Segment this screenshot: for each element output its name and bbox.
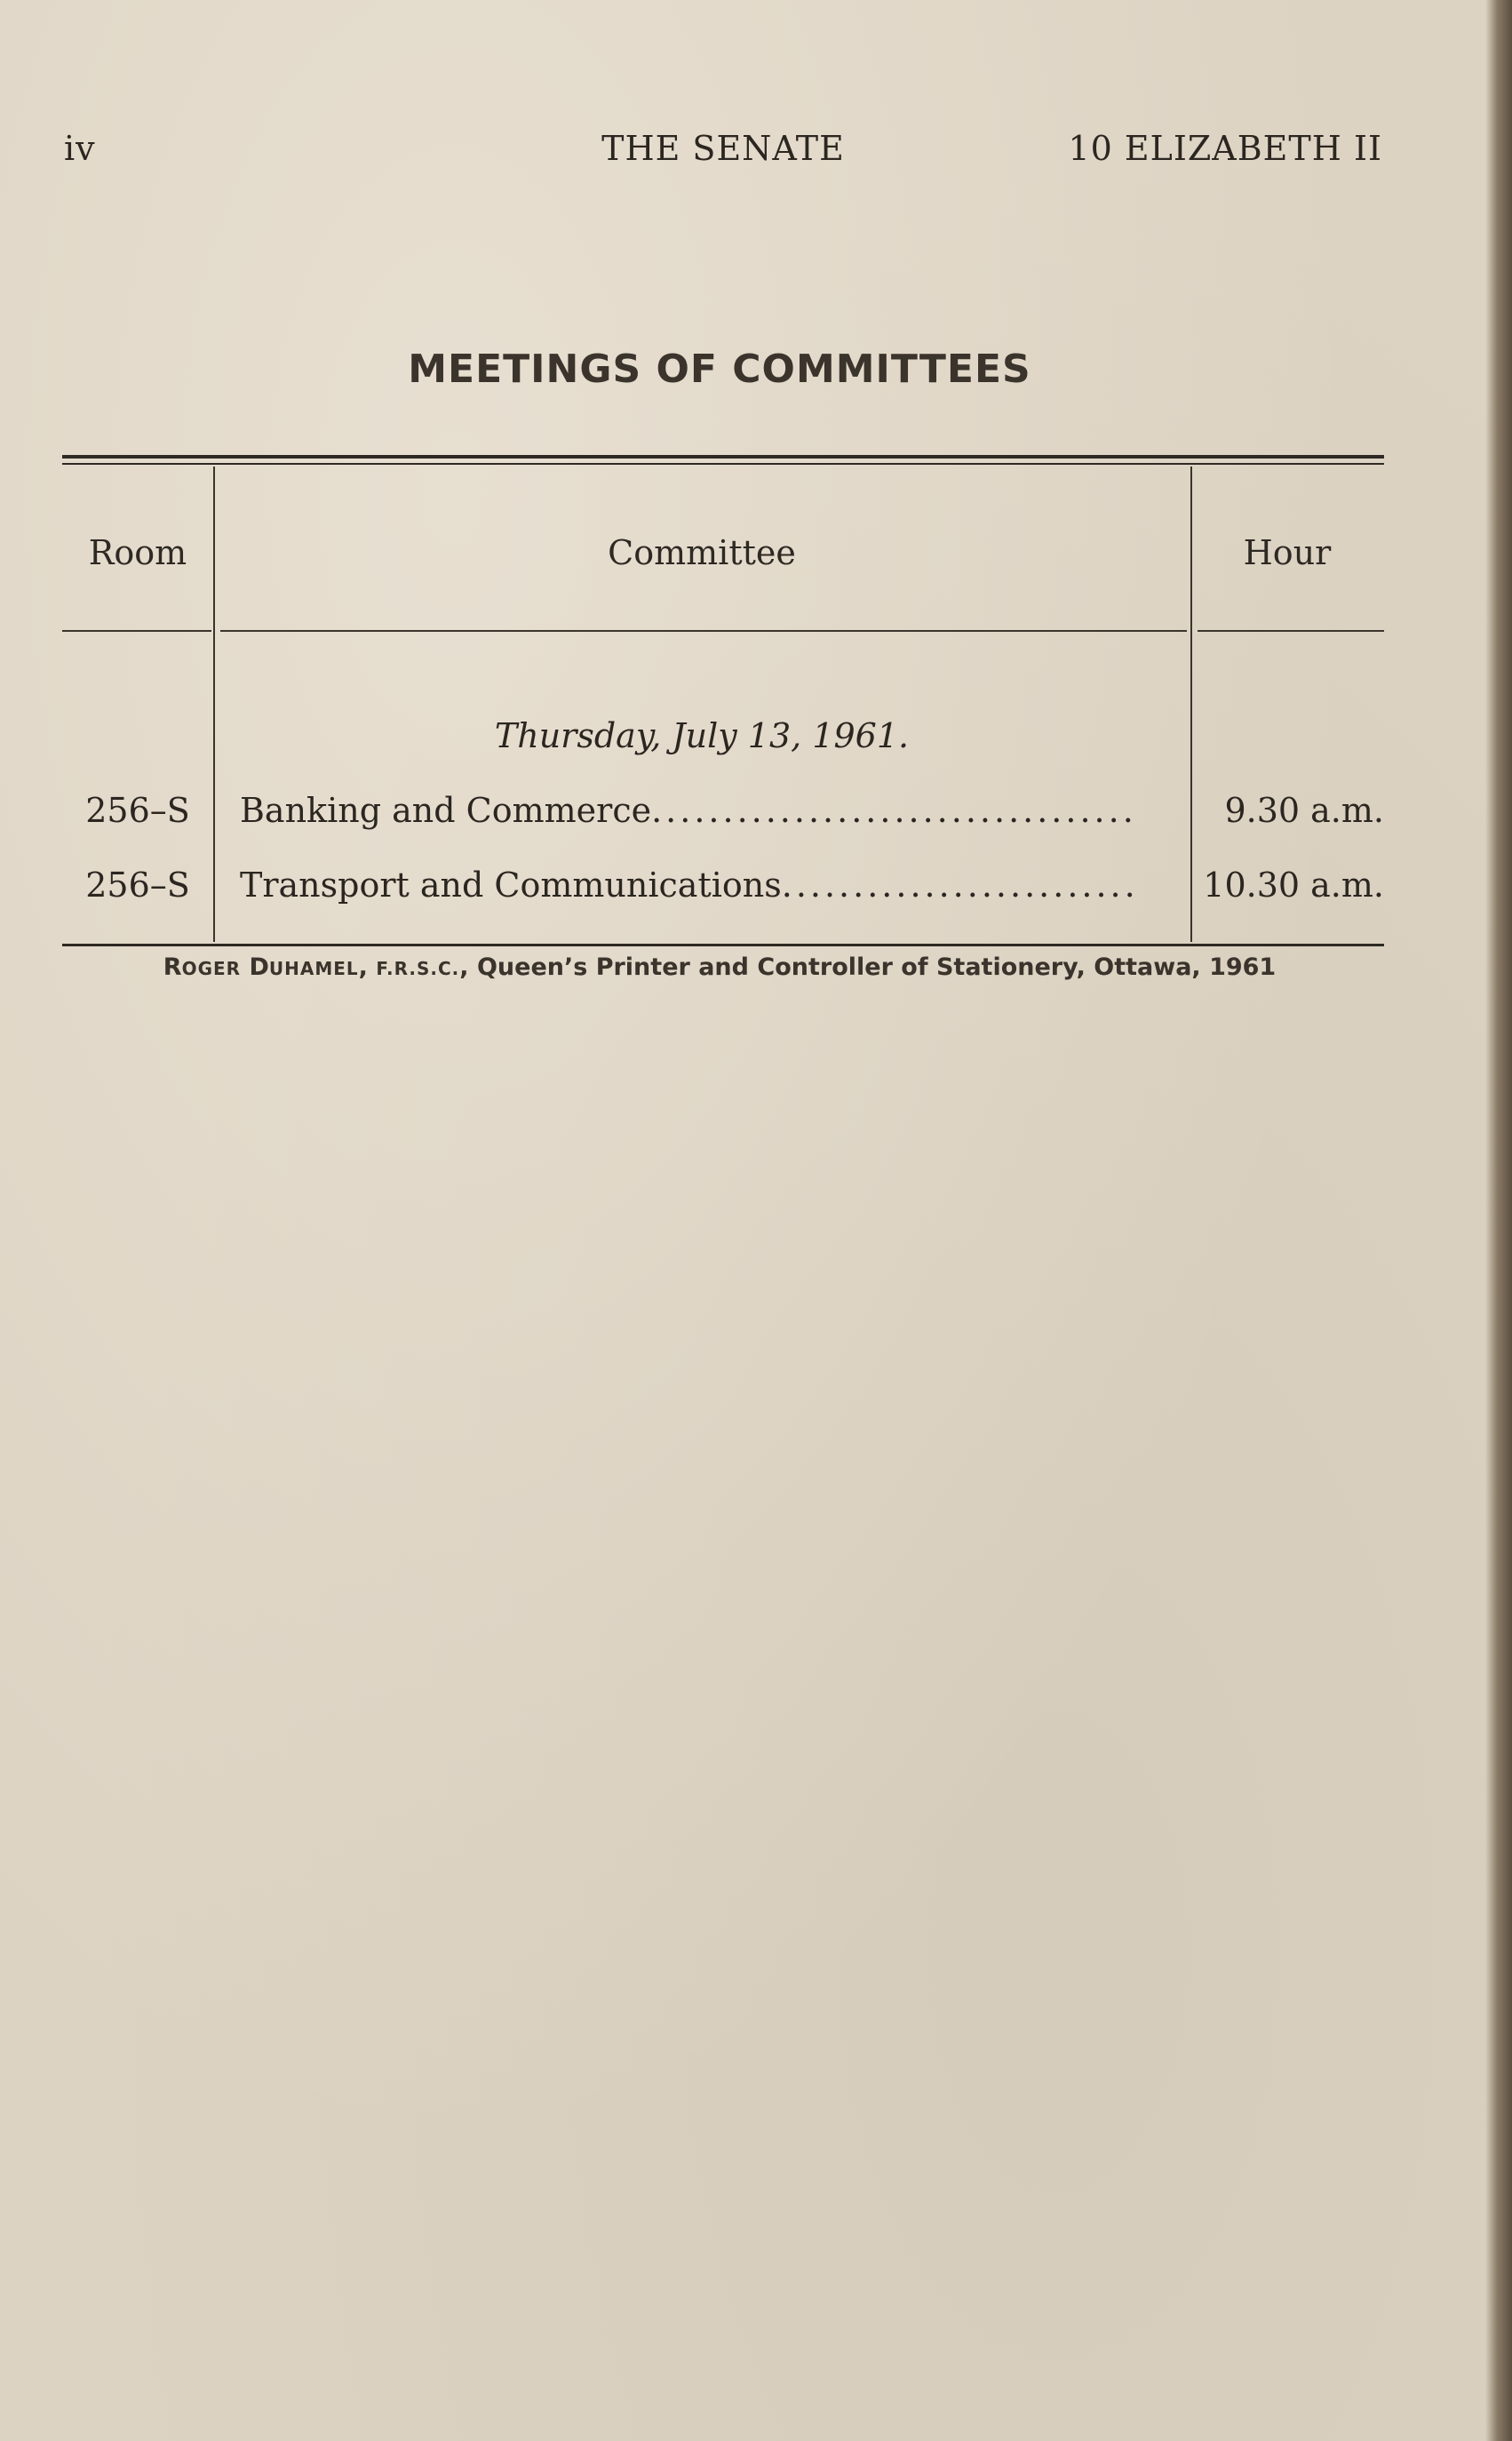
hour-cell: 9.30 a.m.	[1224, 791, 1384, 830]
room-cell: 256–S	[85, 866, 190, 905]
table-top-rule-thin	[62, 463, 1384, 465]
imprint-initial: R	[163, 953, 182, 981]
header-rule-room	[62, 630, 211, 632]
imprint-name-rest: UHAMEL	[268, 958, 359, 979]
header-rule-hour	[1198, 630, 1384, 632]
page-title: MEETINGS OF COMMITTEES	[408, 347, 1031, 392]
committee-cell	[240, 791, 1235, 830]
imprint-initial: D	[249, 953, 269, 981]
running-head-regnal-year: 10 ELIZABETH II	[1068, 129, 1382, 168]
imprint-name-rest: OGER	[181, 958, 242, 979]
committee-name: Transport and Communications	[240, 866, 782, 905]
hour-cell: 10.30 a.m.	[1203, 866, 1384, 905]
committee-name: Banking and Commerce	[240, 791, 652, 830]
running-head-title: THE SENATE	[601, 129, 845, 168]
page-number: iv	[64, 129, 96, 168]
imprint-text: Queen’s Printer and Controller of Stationery, Ottawa, 1961	[476, 953, 1277, 981]
imprint-honorific: F.R.S.C.	[376, 958, 460, 979]
committee-cell	[240, 866, 1235, 905]
table-bottom-rule	[62, 944, 1384, 946]
dot-leader: .........................	[781, 866, 1139, 905]
header-rule-committee	[220, 630, 1187, 632]
column-header-hour: Hour	[1243, 533, 1332, 572]
running-head	[64, 129, 1382, 173]
dot-leader: ..................................	[651, 791, 1137, 830]
table-row	[62, 866, 1384, 910]
binding-shadow	[1485, 0, 1512, 2441]
room-cell: 256–S	[85, 791, 190, 830]
column-header-committee: Committee	[608, 533, 796, 572]
column-header-room: Room	[88, 533, 187, 572]
table-top-rule	[62, 455, 1384, 459]
table-row	[62, 791, 1384, 835]
date-heading: Thursday, July 13, 1961.	[494, 716, 910, 755]
printer-imprint: ROGER DUHAMEL, F.R.S.C., Queen’s Printer and Controller of Stationery, Ottawa, 1961	[163, 953, 1277, 981]
